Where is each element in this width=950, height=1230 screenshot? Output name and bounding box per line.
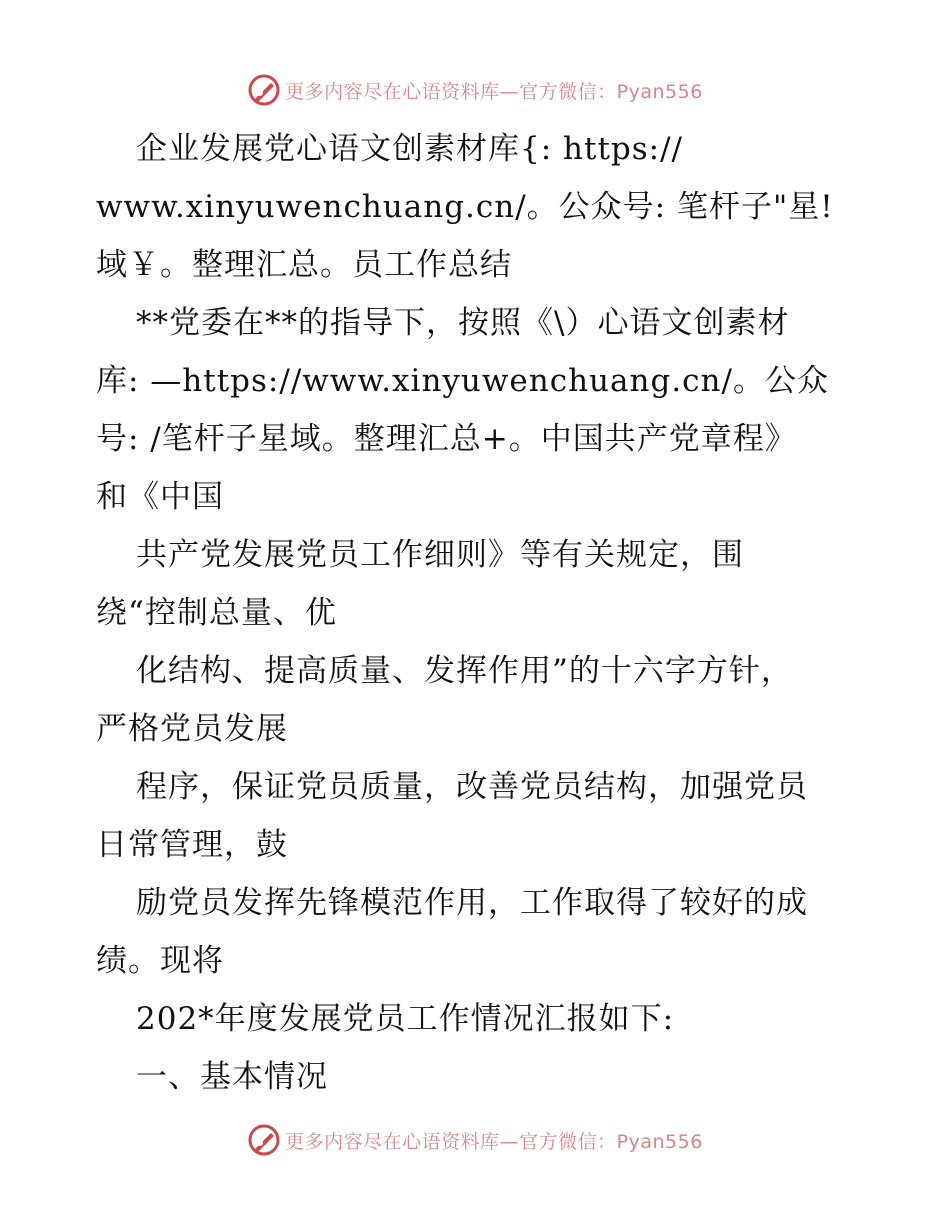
text-line: 化结构、提高质量、发挥作用”的十六字方针， bbox=[136, 653, 793, 689]
text-line: www.xinyuwenchuang.cn/。公众号: 笔杆子"星! bbox=[96, 189, 834, 225]
footer-banner bbox=[0, 1120, 950, 1160]
text-line: 202*年度发展党员工作情况汇报如下: bbox=[136, 1001, 675, 1037]
text-line: 域￥。整理汇总。员工作总结 bbox=[96, 247, 512, 283]
text-line: 严格党员发展 bbox=[96, 711, 288, 747]
text-line: 日常管理，鼓 bbox=[96, 827, 288, 863]
text-line: 绩。现将 bbox=[96, 943, 224, 979]
text-line: **党委在**的指导下，按照《\）心语文创素材 bbox=[136, 305, 790, 341]
text-line: 号: /笔杆子星域。整理汇总+。中国共产党章程》 bbox=[96, 421, 797, 457]
footer-banner-text: 更多内容尽在心语资料库—官方微信：Pyan556 bbox=[285, 1130, 703, 1153]
text-line: 库: —https://www.xinyuwenchuang.cn/。公众 bbox=[96, 363, 829, 399]
text-line: 绕“控制总量、优 bbox=[96, 595, 337, 631]
text-line: 程序，保证党员质量，改善党员结构，加强党员 bbox=[136, 769, 808, 805]
header-banner bbox=[0, 70, 950, 110]
header-banner-text: 更多内容尽在心语资料库—官方微信：Pyan556 bbox=[285, 80, 703, 103]
pen-seal-icon bbox=[247, 1123, 281, 1157]
text-line: 企业发展党心语文创素材库{: https:// bbox=[136, 131, 683, 167]
text-line: 励党员发挥先锋模范作用，工作取得了较好的成 bbox=[136, 885, 808, 921]
pen-seal-icon bbox=[247, 73, 281, 107]
document-body bbox=[96, 120, 856, 1106]
text-line: 共产党发展党员工作细则》等有关规定，围 bbox=[136, 537, 744, 573]
section-heading: 一、基本情况 bbox=[136, 1059, 328, 1095]
text-line: 和《中国 bbox=[96, 479, 224, 515]
